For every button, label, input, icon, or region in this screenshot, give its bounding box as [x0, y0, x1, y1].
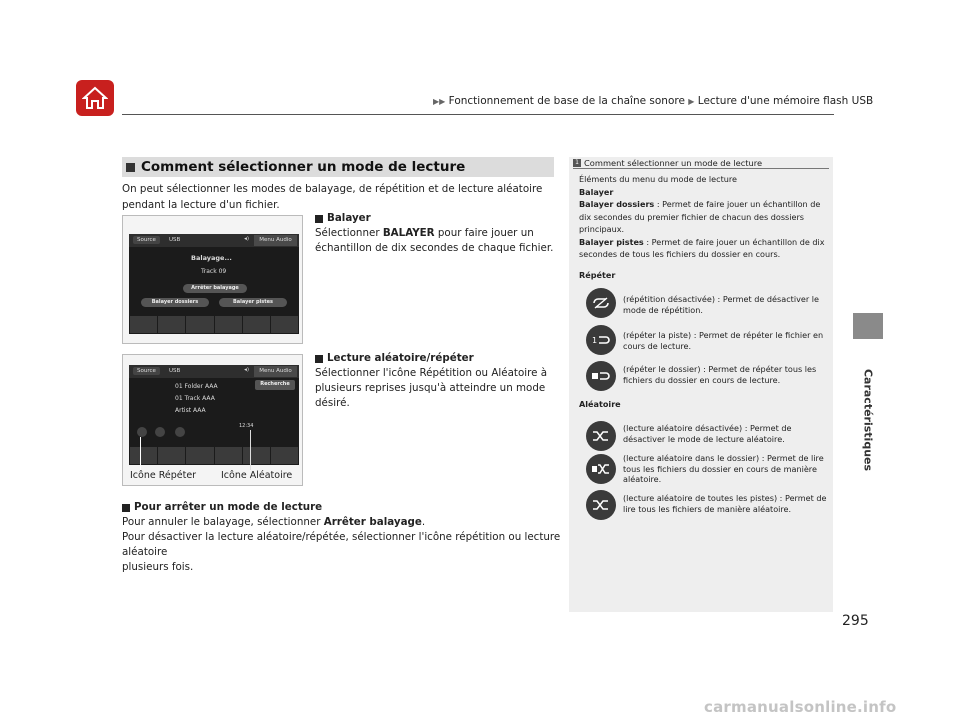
track-name: 01 Track AAA: [175, 395, 215, 402]
subsection-random-repeat: [315, 351, 560, 411]
audio-display: [129, 234, 299, 334]
folder-name: 01 Folder AAA: [175, 383, 218, 390]
random-folder-icon: [586, 454, 616, 484]
breadcrumb: [433, 95, 873, 107]
random-icon-label: Icône Aléatoire: [221, 470, 293, 481]
section-title: Comment sélectionner un mode de lecture: [141, 159, 466, 175]
watermark: carmanualsonline.info: [704, 698, 897, 716]
usb-label: USB: [169, 368, 181, 374]
display-top-bar: [129, 234, 299, 247]
scan-toggle-icon[interactable]: [155, 427, 165, 437]
keyword-text: BALAYER: [382, 227, 435, 239]
subsection-text: [315, 226, 560, 241]
section-heading: [122, 157, 554, 177]
random-leader-line: [250, 430, 251, 470]
display-bottom-bar: [129, 446, 299, 465]
note-bold: Balayer dossiers: [579, 199, 655, 209]
note-line: [579, 236, 829, 249]
subsection-heading: [315, 211, 560, 226]
side-label: Caractéristiques: [861, 368, 875, 472]
display-top-bar: [129, 365, 299, 378]
note-line: secondes de tous les fichiers du dossier en cours.: [579, 249, 781, 259]
breadcrumb-item[interactable]: Lecture d'une mémoire flash USB: [697, 95, 874, 107]
subsection-title: Lecture aléatoire/répéter: [327, 352, 474, 364]
repeat-folder-icon: [586, 361, 616, 391]
scan-status: Balayage...: [191, 254, 232, 262]
repeat-off-icon: [586, 288, 616, 318]
volume-icon: ◂): [244, 367, 249, 373]
random-all-icon: [586, 490, 616, 520]
svg-text:1: 1: [592, 336, 598, 345]
subsection-text: Sélectionner l'icône Répétition ou Aléatoire à: [315, 367, 548, 379]
scan-folders-button[interactable]: Balayer dossiers: [141, 298, 209, 307]
random-heading: [579, 398, 829, 411]
repeat-toggle-icon[interactable]: [137, 427, 147, 437]
source-button[interactable]: Source: [133, 236, 160, 244]
text-span: .: [421, 516, 426, 528]
scan-tracks-button[interactable]: Balayer pistes: [219, 298, 287, 307]
repeat-folder-description: (répéter le dossier) : Permet de répéter tous les fichiers du dossier en cours de lecture.: [623, 364, 817, 385]
note-span: : Permet de faire jouer un échantillon de dix: [643, 236, 825, 247]
note-line: dix secondes du premier fichier de chacun des dossiers: [579, 211, 805, 222]
text-span: Pour annuler le balayage, sélectionner: [122, 516, 324, 528]
subsection-title: Balayer: [327, 212, 371, 224]
subsection-text: Pour désactiver la lecture aléatoire/répétée, sélectionner l'icône répétition ou lecture aléatoire: [122, 531, 561, 558]
stop-scan-button[interactable]: Arrêter balayage: [183, 284, 247, 293]
note-line: Éléments du menu du mode de lecture: [579, 174, 738, 184]
subsection-heading: [315, 351, 560, 366]
note-line: [579, 198, 829, 211]
random-off-icon: [586, 421, 616, 451]
note-bold: Balayer pistes: [579, 236, 644, 247]
artist-name: Artist AAA: [175, 407, 206, 414]
source-button[interactable]: Source: [133, 367, 160, 375]
screenshot-scan: [122, 215, 303, 344]
random-off-description: (lecture aléatoire désactivée) : Permet de désactiver le mode de lecture aléatoire.: [623, 423, 792, 444]
repeat-off-description: (répétition désactivée) : Permet de désactiver le mode de répétition.: [623, 294, 819, 315]
repeat-icon-label: Icône Répéter: [130, 470, 197, 481]
screenshot-repeat-random: [122, 354, 303, 486]
subsection-heading: [122, 500, 562, 515]
note-line: principaux.: [579, 224, 625, 234]
text-span: Sélectionner: [315, 227, 383, 239]
usb-label: USB: [169, 237, 181, 243]
header-rule: [122, 114, 834, 115]
breadcrumb-arrow-icon: ▶: [688, 97, 695, 106]
volume-icon: ◂): [244, 236, 249, 242]
subsection-text: [122, 515, 562, 530]
breadcrumb-arrow-icon: ▶▶: [433, 97, 446, 106]
time-display: 12:34: [239, 423, 254, 429]
subsection-text: échantillon de dix secondes de chaque fichier.: [315, 242, 554, 254]
note-title-text: Comment sélectionner un mode de lecture: [584, 158, 763, 168]
track-name: Track 09: [201, 268, 227, 275]
side-tab-marker: [853, 313, 883, 339]
repeat-track-description: (répéter la piste) : Permet de répéter le fichier en cours de lecture.: [623, 330, 824, 351]
subsection-text: plusieurs fois.: [122, 561, 194, 573]
subsection-text: plusieurs reprises jusqu'à atteindre un mode désiré.: [315, 382, 546, 409]
subsection-scan: [315, 211, 560, 256]
repeat-leader-line: [140, 437, 141, 470]
menu-audio-button[interactable]: Menu Audio: [254, 366, 297, 377]
search-button[interactable]: Recherche: [255, 380, 295, 390]
square-bullet-icon: [315, 215, 323, 223]
note-span: : Permet de faire jouer un échantillon de: [654, 199, 821, 209]
repeat-track-icon: [586, 325, 616, 355]
square-bullet-icon: [122, 504, 130, 512]
menu-audio-button[interactable]: Menu Audio: [254, 235, 297, 246]
intro-text: On peut sélectionner les modes de balayage, de répétition et de lecture aléatoire pendant la lecture d'un fichier.: [122, 183, 543, 211]
random-folder-description: (lecture aléatoire dans le dossier) : Permet de lire tous les fichiers du dossier en cours de manière aléatoire.: [623, 453, 824, 484]
text-span: pour faire jouer un: [434, 227, 534, 239]
breadcrumb-item[interactable]: Fonctionnement de base de la chaîne sonore: [448, 95, 685, 107]
square-bullet-icon: [315, 355, 323, 363]
audio-display: [129, 365, 299, 465]
note-title: [573, 158, 762, 168]
subsection-stop-mode: [122, 500, 562, 575]
note-number-badge: 1: [573, 159, 581, 167]
home-icon[interactable]: [76, 80, 114, 116]
repeat-heading: [579, 269, 829, 282]
keyword-text: Arrêter balayage: [323, 516, 422, 528]
note-text-block: [579, 173, 829, 261]
note-bold: Aléatoire: [579, 399, 621, 409]
square-bullet-icon: [126, 163, 135, 172]
random-toggle-icon[interactable]: [175, 427, 185, 437]
display-bottom-bar: [129, 315, 299, 334]
note-bold: Répéter: [579, 270, 616, 280]
note-bold: Balayer: [579, 186, 614, 197]
note-rule: [573, 168, 829, 169]
page-number: 295: [842, 613, 869, 629]
subsection-title: Pour arrêter un mode de lecture: [134, 501, 323, 513]
random-all-description: (lecture aléatoire de toutes les pistes) : Permet de lire tous les fichiers de manière aléatoire.: [623, 493, 827, 514]
